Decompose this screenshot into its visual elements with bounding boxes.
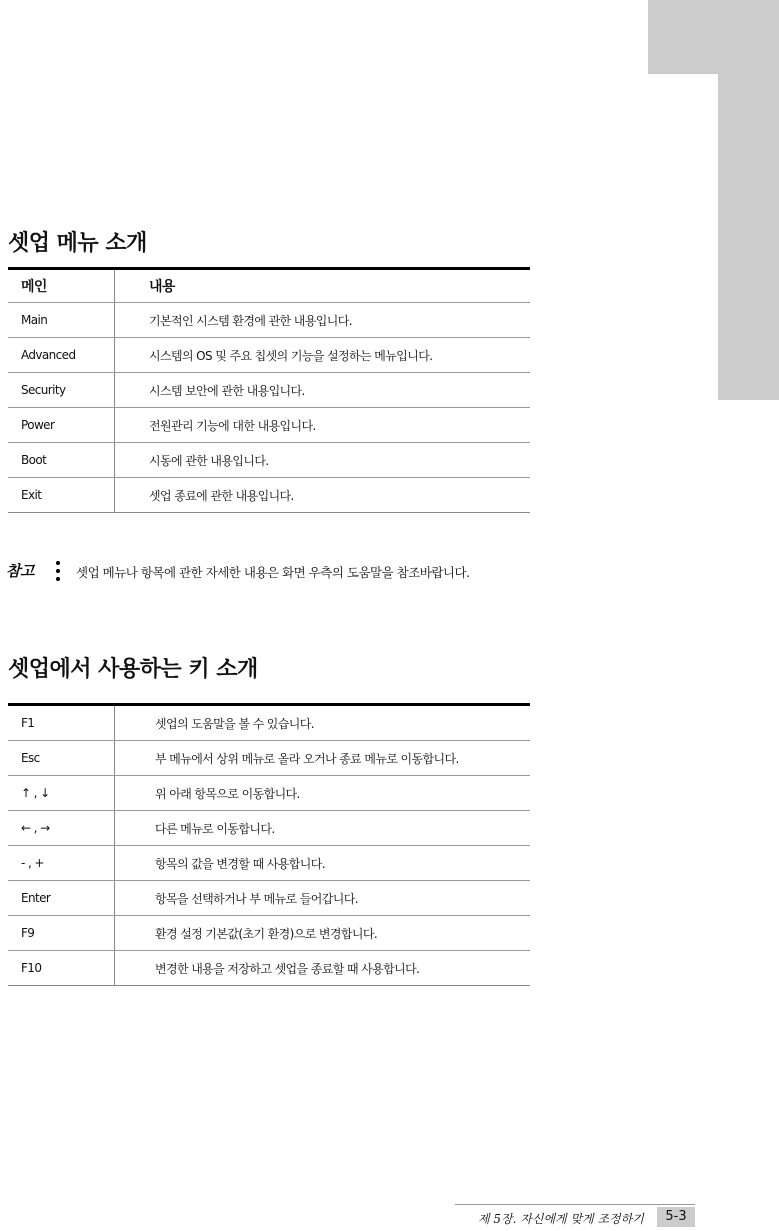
table-row — [8, 443, 530, 478]
menu-description: 기본적인 시스템 환경에 관한 내용입니다. — [115, 303, 531, 338]
menu-description: 시스템의 OS 및 주요 칩셋의 기능을 설정하는 메뉴입니다. — [115, 338, 531, 373]
menu-name: Advanced — [8, 338, 115, 373]
table-row — [8, 741, 530, 776]
key-description: 환경 설정 기본값(초기 환경)으로 변경합니다. — [115, 916, 531, 951]
footer-divider — [455, 1204, 695, 1205]
menu-description: 셋업 종료에 관한 내용입니다. — [149, 488, 294, 503]
key-description: 다른 메뉴로 이동합니다. — [115, 811, 531, 846]
chapter-tab-top — [648, 0, 779, 74]
table-row — [8, 776, 530, 811]
table-row — [8, 916, 530, 951]
menu-name: Exit — [8, 478, 115, 513]
menu-description: 시스템 보안에 관한 내용입니다. — [115, 373, 531, 408]
table-row — [8, 338, 530, 373]
key-description: 셋업의 도움말을 볼 수 있습니다. — [115, 705, 531, 741]
setup-keys-table — [8, 703, 530, 986]
menu-name: Security — [8, 373, 115, 408]
key-name: Enter — [8, 881, 115, 916]
menu-name: Power — [8, 408, 115, 443]
table-row — [8, 705, 530, 741]
menu-description: 전원관리 기능에 대한 내용입니다. — [115, 408, 531, 443]
table-row — [8, 951, 530, 986]
colon-icon — [54, 558, 62, 585]
key-description: 위 아래 항목으로 이동합니다. — [115, 776, 531, 811]
header-menu: 메인 — [8, 269, 115, 303]
footer-chapter-title: 제 5장. 자신에게 맞게 조정하기 — [478, 1212, 644, 1226]
table-row — [8, 373, 530, 408]
menu-name: Main — [8, 303, 115, 338]
page-number: 5-3 — [657, 1207, 695, 1227]
key-name: ↑ , ↓ — [8, 776, 115, 811]
header-content: 내용 — [115, 269, 531, 303]
table-row — [8, 408, 530, 443]
key-description: 항목을 선택하거나 부 메뉴로 들어갑니다. — [115, 881, 531, 916]
table-header-row — [8, 269, 530, 303]
key-name: Esc — [8, 741, 115, 776]
key-description: 항목의 값을 변경할 때 사용합니다. — [115, 846, 531, 881]
key-description: 부 메뉴에서 상위 메뉴로 올라 오거나 종료 메뉴로 이동합니다. — [115, 741, 531, 776]
table-row — [8, 303, 530, 338]
section-title-setup-menu: 셋업 메뉴 소개 — [8, 231, 147, 256]
key-name: F9 — [8, 916, 115, 951]
chapter-tab-side — [718, 74, 779, 400]
note-text: 셋업 메뉴나 항목에 관한 자세한 내용은 화면 우측의 도움말을 참조바랍니다. — [76, 565, 470, 580]
table-row — [8, 478, 530, 513]
note — [6, 560, 566, 590]
table-row — [8, 846, 530, 881]
key-name: - , + — [8, 846, 115, 881]
key-name: F1 — [8, 705, 115, 741]
key-name: ← , → — [8, 811, 115, 846]
menu-description: 시동에 관한 내용입니다. — [115, 443, 531, 478]
key-name: F10 — [8, 951, 115, 986]
table-row — [8, 811, 530, 846]
table-row — [8, 881, 530, 916]
setup-menu-table — [8, 267, 530, 513]
note-label: 참고 — [6, 562, 34, 580]
menu-name: Boot — [8, 443, 115, 478]
key-description: 변경한 내용을 저장하고 셋업을 종료할 때 사용합니다. — [155, 961, 420, 976]
section-title-setup-keys: 셋업에서 사용하는 키 소개 — [8, 657, 258, 682]
